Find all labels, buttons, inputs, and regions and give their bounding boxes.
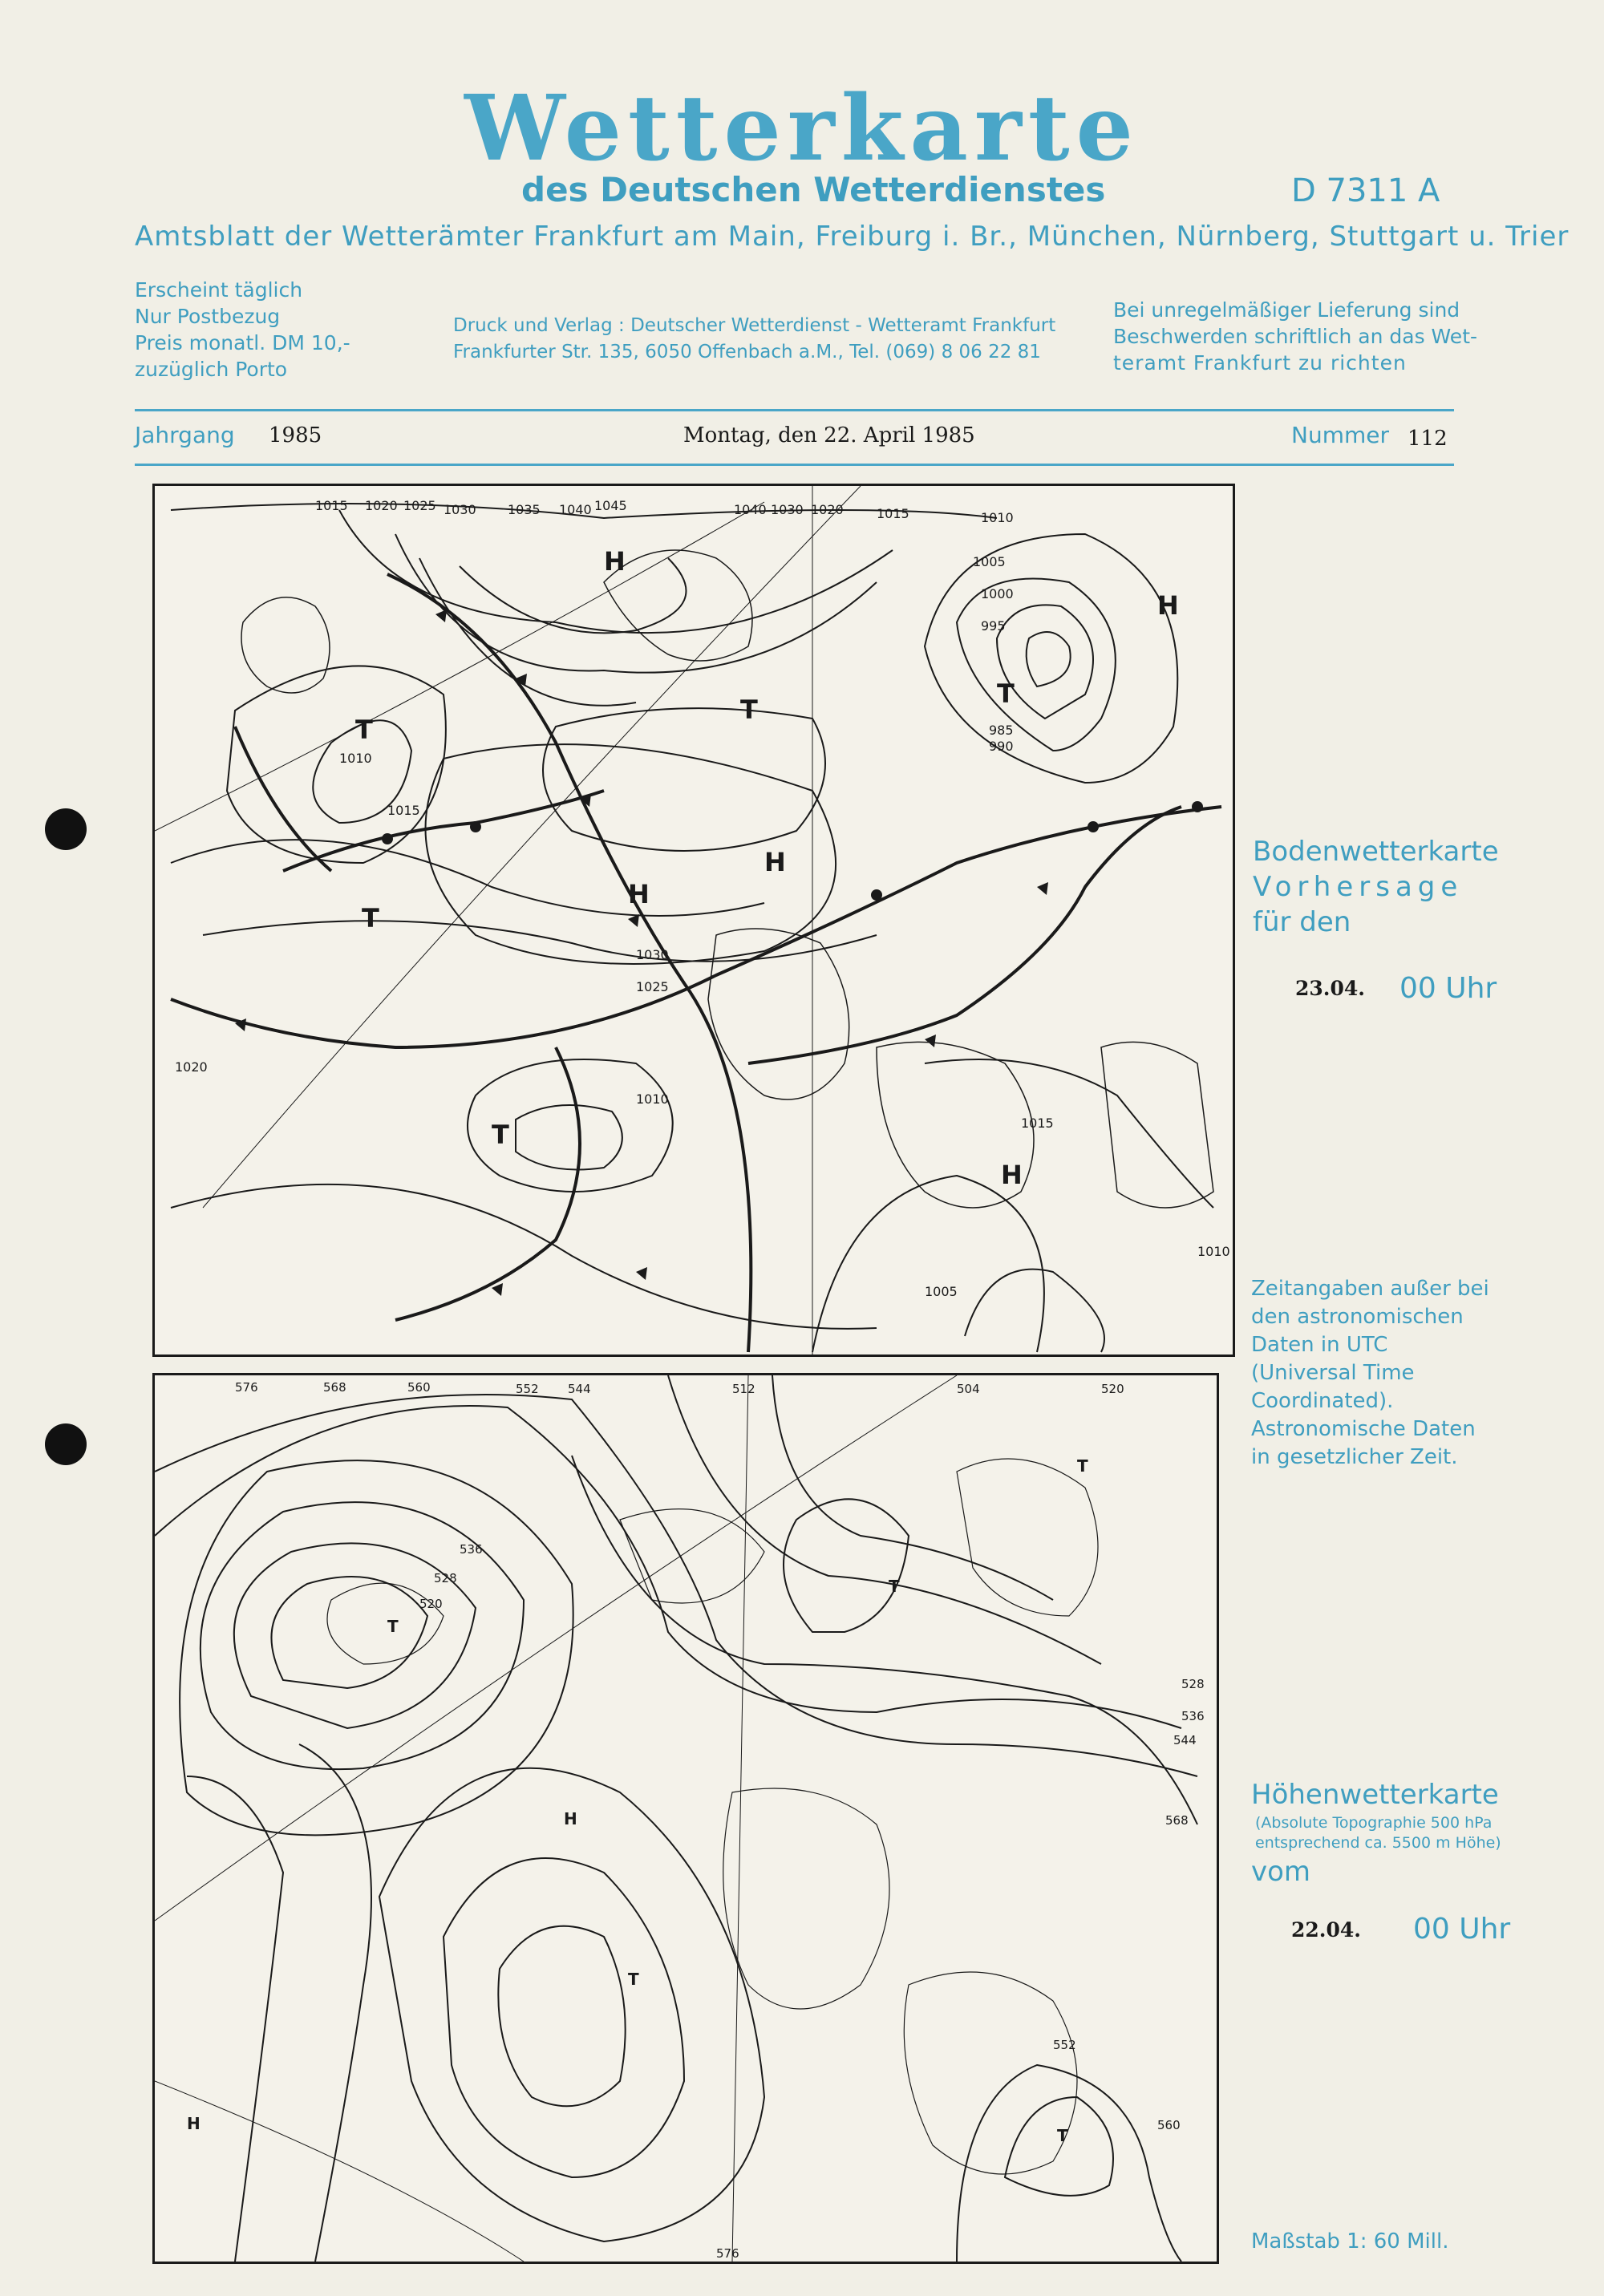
jahrgang-value: 1985 [269, 423, 322, 447]
isobar [516, 1105, 622, 1170]
surface-map-for-label: für den [1253, 906, 1351, 938]
isobar-label: 990 [989, 739, 1014, 754]
surface-weather-map [152, 484, 1235, 1357]
pressure-center-label: T [740, 694, 758, 725]
surface-map-drawing [155, 486, 1233, 1355]
contour [180, 1460, 573, 1835]
upper-map-note-1: (Absolute Topographie 500 hPa [1255, 1814, 1493, 1832]
contour [957, 2065, 1181, 2262]
front-triangle [435, 609, 447, 622]
contour [444, 1858, 684, 2177]
coastline [1101, 1042, 1213, 1208]
front-semicircle [470, 821, 481, 832]
subscription-line: Erscheint täglich [135, 278, 303, 302]
graticule [155, 502, 764, 831]
amtsblatt-line: Amtsblatt der Wetterämter Frankfurt am Main, Freiburg i. Br., München, Nürnberg, Stuttgart u. Trier [135, 221, 1570, 253]
pressure-center-label: H [628, 879, 650, 909]
upper-map-drawing [155, 1375, 1217, 2262]
isobar-label: 995 [981, 618, 1006, 634]
contour [155, 1406, 1181, 1728]
isobar-label: 1015 [1021, 1116, 1054, 1131]
isobar-label: 1020 [365, 498, 398, 513]
isobar [543, 708, 825, 851]
front-semicircle [382, 833, 393, 844]
publisher-line: Frankfurter Str. 135, 6050 Offenbach a.M., Tel. (069) 8 06 22 81 [453, 342, 1041, 362]
surface-map-time: 00 Uhr [1399, 972, 1497, 1005]
pressure-center-label: T [1077, 1456, 1088, 1476]
isobar-label: 1030 [444, 502, 476, 517]
pressure-center-label: T [355, 715, 373, 745]
isobar [419, 558, 636, 706]
isobar [460, 558, 687, 633]
warm-front [283, 791, 604, 871]
upper-map-title: Höhenwetterkarte [1251, 1779, 1499, 1811]
contour [784, 1499, 909, 1632]
pressure-center-label: T [997, 678, 1015, 709]
issue-date: Montag, den 22. April 1985 [683, 423, 975, 447]
upper-air-map [152, 1373, 1219, 2264]
contour-label: 512 [732, 1382, 755, 1396]
pressure-center-label: H [564, 1809, 577, 1828]
pressure-center-label: T [1057, 2126, 1068, 2145]
isobar-label: 1030 [636, 947, 669, 962]
graticule [203, 486, 861, 1208]
front-triangle [925, 1035, 936, 1047]
contour-label: 520 [419, 1597, 443, 1611]
publication-code: D 7311 A [1291, 172, 1440, 209]
pressure-center-label: H [1001, 1160, 1023, 1190]
page-title: Wetterkarte [464, 76, 1140, 181]
contour-label: 504 [957, 1382, 980, 1396]
time-note-line: Zeitangaben außer bei [1251, 1277, 1489, 1301]
upper-map-date: 22.04. [1291, 1918, 1361, 1942]
pressure-center-label: T [889, 1577, 900, 1596]
isobar-label: 1040 [734, 502, 767, 517]
pressure-center-label: T [492, 1120, 509, 1150]
upper-map-vom-label: vom [1251, 1856, 1311, 1888]
isobar-label: 1035 [508, 502, 541, 517]
surface-map-title: Bodenwetterkarte [1253, 836, 1499, 868]
contour [1005, 2097, 1113, 2196]
pressure-center-label: T [362, 903, 379, 933]
subscription-line: Preis monatl. DM 10,- [135, 331, 350, 354]
contour-label: 536 [460, 1542, 483, 1557]
contour [271, 1577, 427, 1688]
time-note [1251, 1275, 1489, 1472]
jahrgang-label: Jahrgang [135, 422, 235, 448]
contour-label: 552 [516, 1382, 539, 1396]
cold-front [387, 574, 751, 1352]
time-note-line: (Universal Time [1251, 1361, 1415, 1385]
time-note-line: Daten in UTC [1251, 1333, 1388, 1357]
isobar-label: 1000 [981, 586, 1014, 601]
punch-hole-bottom [45, 1423, 87, 1465]
contour-label: 528 [1181, 1677, 1205, 1691]
page-subtitle: des Deutschen Wetterdienstes [521, 170, 1106, 209]
isobar [171, 1184, 877, 1329]
complaint-line: Bei unregelmäßiger Lieferung sind [1113, 298, 1460, 322]
isobar [925, 1059, 1213, 1208]
isobar-label: 1010 [636, 1091, 669, 1107]
contour [155, 1395, 1197, 1776]
contour [498, 1926, 625, 2107]
contour-label: 528 [434, 1571, 457, 1585]
isobar-label: 1025 [636, 979, 669, 994]
isobar-label: 1020 [811, 502, 844, 517]
front-triangle [1037, 882, 1048, 895]
front-triangle [636, 1267, 647, 1280]
contour-label: 544 [568, 1382, 591, 1396]
isobar-label: 1030 [771, 502, 804, 517]
coastline [904, 1972, 1077, 2174]
front-semicircle [1192, 801, 1203, 812]
pressure-center-label: H [604, 546, 626, 577]
contour [187, 1776, 283, 2262]
contour-label: 568 [1165, 1813, 1189, 1828]
isobar-label: 1005 [973, 554, 1006, 569]
contour-label: 576 [235, 1380, 258, 1395]
time-note-line: in gesetzlicher Zeit. [1251, 1445, 1458, 1469]
time-note-line: Astronomische Daten [1251, 1417, 1476, 1441]
isobar-label: 1020 [175, 1059, 208, 1075]
front-triangle [492, 1283, 503, 1296]
map-scale: Maßstab 1: 60 Mill. [1251, 2229, 1449, 2253]
isobar [395, 534, 877, 673]
subscription-line: zuzüglich Porto [135, 358, 288, 381]
complaint-line: teramt Frankfurt zu richten [1113, 351, 1407, 375]
front-semicircle [871, 889, 882, 901]
isobar-label: 1010 [339, 751, 372, 766]
contour-label: 560 [1157, 2118, 1181, 2132]
complaint-info [1113, 297, 1477, 376]
isobar-label: 1015 [315, 498, 348, 513]
front-triangle [628, 914, 639, 927]
isobar [1027, 632, 1071, 686]
complaint-line: Beschwerden schriftlich an das Wet- [1113, 325, 1478, 348]
front-semicircle [1088, 821, 1099, 832]
upper-map-time: 00 Uhr [1413, 1913, 1511, 1946]
isobar-label: 1045 [594, 498, 627, 513]
surface-map-date: 23.04. [1295, 977, 1365, 1000]
isobar-label: 1040 [559, 502, 592, 517]
publisher-line: Druck und Verlag : Deutscher Wetterdienst - Wetteramt Frankfurt [453, 315, 1056, 336]
contour [772, 1375, 1053, 1600]
time-note-line: den astronomischen [1251, 1305, 1464, 1329]
front-symbols [235, 609, 1203, 1296]
contour-label: 520 [1101, 1382, 1124, 1396]
header-rule-top [135, 409, 1454, 411]
surface-map-caption [1253, 834, 1499, 940]
isobar [965, 1269, 1104, 1352]
publisher-info [453, 313, 1055, 366]
punch-hole-top [45, 808, 87, 850]
pressure-center-label: H [1157, 590, 1179, 621]
contour-label: 552 [1053, 2038, 1076, 2052]
isobar-label: 1015 [877, 506, 909, 521]
cold-front [748, 807, 1181, 1063]
upper-map-note-2: entsprechend ca. 5500 m Höhe) [1255, 1834, 1501, 1852]
pressure-center-label: H [187, 2114, 200, 2133]
nummer-value: 112 [1408, 427, 1448, 451]
isobar [812, 1176, 1044, 1352]
pressure-center-label: H [764, 847, 786, 877]
contour [668, 1375, 1101, 1664]
contour-label: 560 [407, 1380, 431, 1395]
occluded-front [171, 807, 1221, 1047]
pressure-center-label: T [387, 1617, 399, 1636]
isobar-label: 1005 [925, 1284, 958, 1299]
isobar [957, 579, 1116, 751]
coastline [708, 929, 849, 1099]
contour-label: 568 [323, 1380, 346, 1395]
isobar [227, 666, 446, 863]
header-rule-bottom [135, 464, 1454, 466]
contour [379, 1768, 764, 2241]
time-note-line: Coordinated). [1251, 1389, 1394, 1413]
contour-label: 536 [1181, 1709, 1205, 1723]
contour-label: 544 [1173, 1733, 1197, 1747]
isobar-label: 1010 [981, 510, 1014, 525]
isobar-label: 1025 [403, 498, 436, 513]
isobar [925, 534, 1177, 783]
subscription-line: Nur Postbezug [135, 305, 281, 328]
cold-front [395, 1047, 580, 1320]
pressure-center-label: T [628, 1970, 639, 1989]
subscription-info [135, 277, 350, 383]
coastline [957, 1459, 1098, 1616]
coastline [241, 597, 330, 693]
isobar-label: 985 [989, 723, 1014, 738]
graticule [155, 1375, 957, 1921]
isobar-label: 1015 [387, 803, 420, 818]
contour [299, 1744, 371, 2262]
nummer-label: Nummer [1291, 422, 1389, 448]
coastline [723, 1788, 889, 2009]
contour-label: 576 [716, 2246, 739, 2261]
coastline [604, 550, 752, 661]
surface-map-forecast-label: Vorhersage [1253, 871, 1464, 903]
isobar-label: 1010 [1197, 1244, 1230, 1259]
